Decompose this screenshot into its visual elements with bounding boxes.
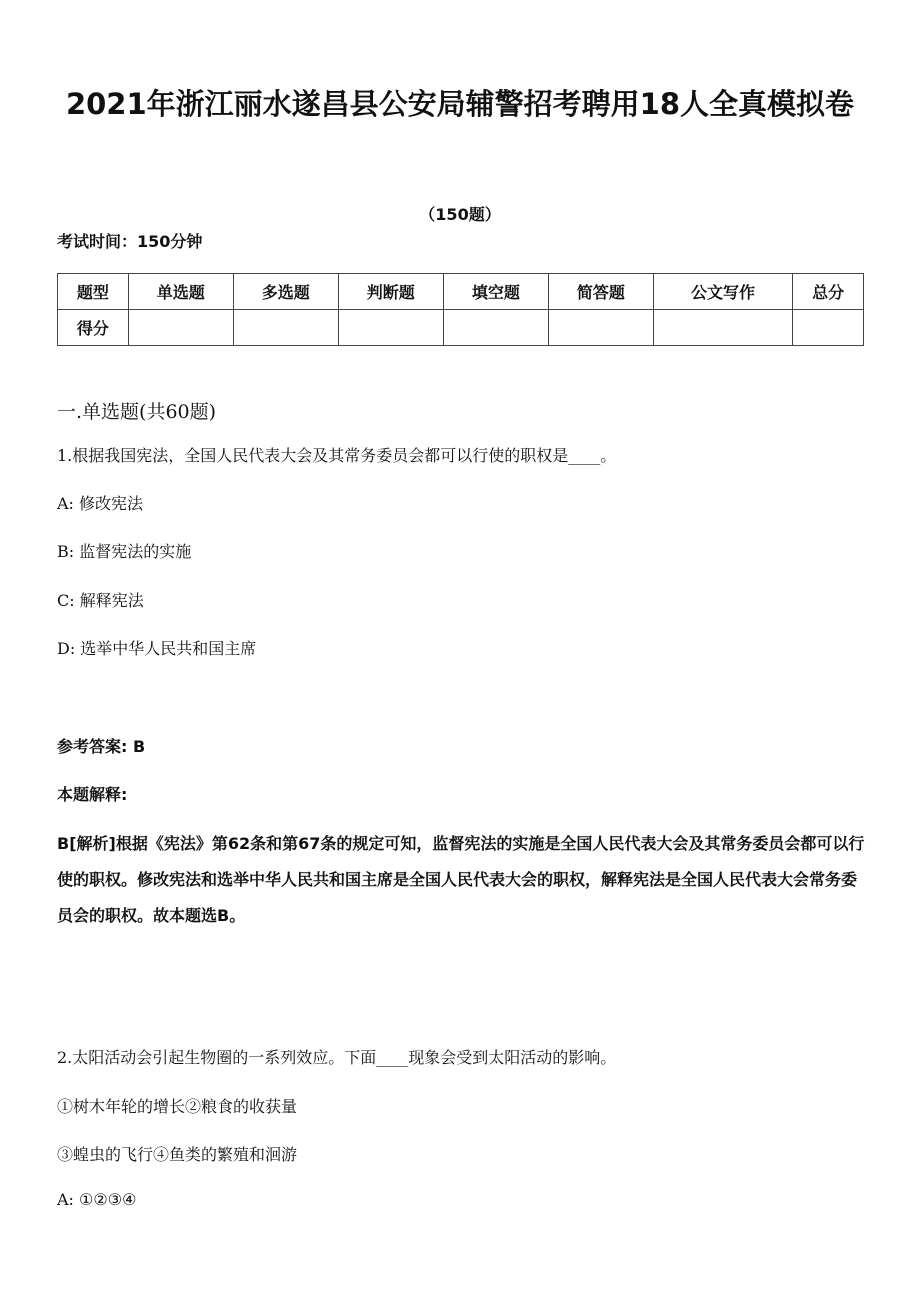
question-1-explanation: B[解析]根据《宪法》第62条和第67条的规定可知，监督宪法的实施是全国人民代表大会及其常务委员会都可以行使的职权。修改宪法和选举中华人民共和国主席是全国人民代表大会的职权，解释宪法是全国人民代表大会常务委员会的职权。故本题选B。 — [57, 834, 865, 925]
question-1-option-c: C: 解释宪法 — [57, 591, 144, 610]
score-cell — [443, 310, 548, 346]
score-cell — [338, 310, 443, 346]
question-1-answer: 参考答案: B — [57, 737, 146, 756]
question-1-option-a: A: 修改宪法 — [57, 494, 144, 513]
score-table-header: 判断题 — [338, 274, 443, 310]
question-2-line-1: ①树木年轮的增长②粮食的收获量 — [57, 1097, 298, 1116]
question-2-line-2: ③蝗虫的飞行④鱼类的繁殖和洄游 — [57, 1145, 298, 1164]
score-cell — [548, 310, 653, 346]
score-table-header: 简答题 — [548, 274, 653, 310]
score-table-header: 多选题 — [233, 274, 338, 310]
score-cell — [128, 310, 233, 346]
score-table-header: 总分 — [793, 274, 864, 310]
exam-time: 考试时间：150分钟 — [57, 232, 203, 251]
score-cell — [793, 310, 864, 346]
section-title: 一.单选题(共60题) — [57, 401, 217, 423]
score-table-score-row — [58, 310, 864, 346]
question-2-option-a: A: ①②③④ — [57, 1190, 137, 1209]
score-table-header: 填空题 — [443, 274, 548, 310]
question-1-stem: 1.根据我国宪法，全国人民代表大会及其常务委员会都可以行使的职权是____。 — [57, 446, 617, 465]
score-table-header-row — [58, 274, 864, 310]
document-title: 2021年浙江丽水遂昌县公安局辅警招考聘用18人全真模拟卷 — [65, 87, 855, 121]
score-table-header: 题型 — [58, 274, 129, 310]
score-table-header: 公文写作 — [653, 274, 792, 310]
score-cell — [653, 310, 792, 346]
score-table-header: 单选题 — [128, 274, 233, 310]
question-1-explain-label: 本题解释: — [57, 785, 128, 804]
score-table — [57, 273, 864, 346]
question-count: （150题） — [419, 205, 501, 224]
score-row-label: 得分 — [58, 310, 129, 346]
question-2-stem: 2.太阳活动会引起生物圈的一系列效应。下面____现象会受到太阳活动的影响。 — [57, 1048, 617, 1067]
question-1-option-d: D: 选举中华人民共和国主席 — [57, 639, 257, 658]
score-cell — [233, 310, 338, 346]
question-1-option-b: B: 监督宪法的实施 — [57, 542, 192, 561]
